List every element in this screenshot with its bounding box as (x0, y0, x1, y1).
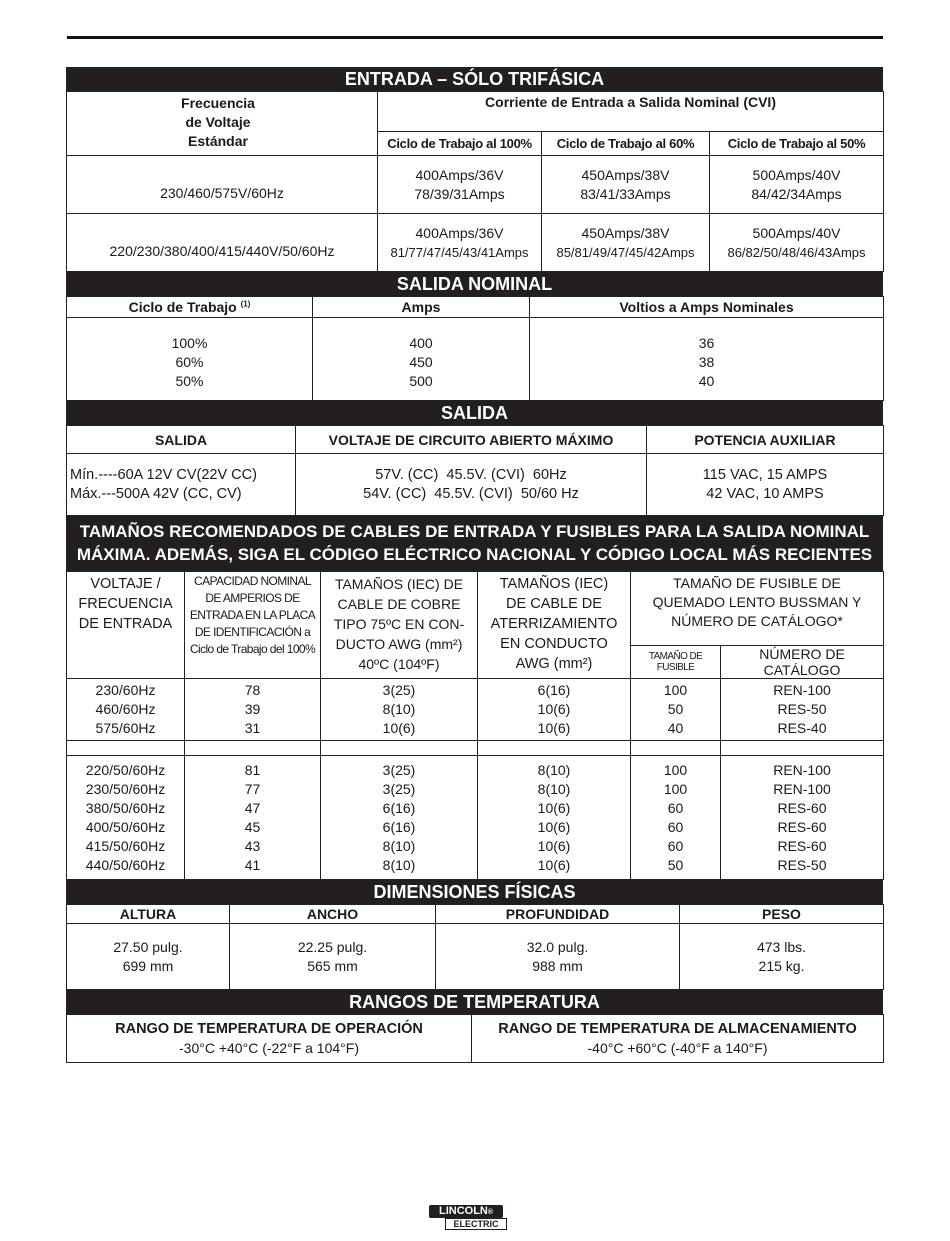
top-rule (67, 36, 883, 39)
storage-temp-header: RANGO DE TEMPERATURA DE ALMACENAMIENTO (498, 1020, 857, 1037)
group2-voltages: 220/50/60Hz 230/50/60Hz 380/50/60Hz 400/50/60Hz 415/50/60Hz 440/50/60Hz (67, 756, 185, 880)
aux-power-header: POTENCIA AUXILIAR (647, 426, 884, 454)
width-value: 22.25 pulg. 565 mm (230, 924, 436, 990)
rated-amps-header: CAPACIDAD NOMINAL DE AMPERIOS DE ENTRADA EN LA PLACA DE IDENTIFICACIÓN a Ciclo de Trabajo del 100% (185, 572, 321, 679)
group2-catalog: REN-100 REN-100 RES-60 RES-60 RES-60 RES-50 (721, 756, 884, 880)
group1-fuse-size: 100 50 40 (631, 679, 721, 741)
cvi-header: Corriente de Entrada a Salida Nominal (CVI) (378, 92, 884, 132)
row1-50-a: 500Amps/40V (752, 166, 841, 183)
voltage-row-2: 220/230/380/400/415/440V/50/60Hz (67, 214, 378, 272)
salida-nominal-table (66, 296, 884, 401)
lincoln-electric-logo: LINCOLN® ELECTRIC (429, 1205, 509, 1231)
group1-amps: 78 39 31 (185, 679, 321, 741)
volts-values: 36 38 40 (530, 318, 884, 401)
volts-header: Voltios a Amps Nominales (530, 297, 884, 318)
row2-50-b: 86/82/50/48/46/43Amps (727, 244, 866, 260)
group2-ground: 8(10) 8(10) 10(6) 10(6) 10(6) 10(6) (478, 756, 631, 880)
height-value: 27.50 pulg. 699 mm (67, 924, 230, 990)
dimensiones-table (66, 904, 884, 990)
row2-50-a: 500Amps/40V (752, 224, 841, 241)
copper-cable-header: TAMAÑOS (IEC) DE CABLE DE COBRE TIPO 75ºC EN CON- DUCTO AWG (mm²) 40ºC (104ºF) (321, 572, 478, 679)
section-title-cables: TAMAÑOS RECOMENDADOS DE CABLES DE ENTRADA Y FUSIBLES PARA LA SALIDA NOMINAL MÁXIMA. ADEMÁS, SIGA EL CÓDIGO ELÉCTRICO NACIONAL Y CÓDIGO LOCAL MÁS RECIENTES (66, 516, 883, 571)
cables-table (66, 571, 884, 880)
group1-copper: 3(25) 8(10) 10(6) (321, 679, 478, 741)
row2-100-a: 400Amps/36V (415, 224, 504, 241)
fuse-size-header: TAMAÑO DE FUSIBLE (631, 646, 721, 679)
duty-50-header: Ciclo de Trabajo al 50% (710, 132, 884, 156)
footnote-marker: (1) (240, 299, 251, 309)
voltage-row-1: 230/460/575V/60Hz (67, 156, 378, 214)
group2-fuse-size: 100 100 60 60 60 50 (631, 756, 721, 880)
group2-copper: 3(25) 3(25) 6(16) 6(16) 8(10) 8(10) (321, 756, 478, 880)
group1-catalog: REN-100 RES-50 RES-40 (721, 679, 884, 741)
section-title-temperatura: RANGOS DE TEMPERATURA (66, 990, 883, 1014)
group1-voltages: 230/60Hz 460/60Hz 575/60Hz (67, 679, 185, 741)
amps-values: 400 450 500 (313, 318, 530, 401)
row2-100-b: 81/77/47/45/43/41Amps (390, 244, 529, 260)
height-header: ALTURA (67, 905, 230, 924)
duty-60-header: Ciclo de Trabajo al 60% (542, 132, 710, 156)
row1-60-b: 83/41/33Amps (580, 185, 671, 202)
catalog-number-header: NÚMERO DE CATÁLOGO (721, 646, 884, 679)
cable-voltage-header: VOLTAJE / FRECUENCIA DE ENTRADA (67, 572, 185, 679)
section-title-salida: SALIDA (66, 401, 883, 425)
weight-value: 473 lbs. 215 kg. (680, 924, 884, 990)
depth-header: PROFUNDIDAD (436, 905, 680, 924)
section-title-salida-nominal: SALIDA NOMINAL (66, 272, 883, 296)
row1-100-a: 400Amps/36V (415, 166, 504, 183)
entrada-table (66, 91, 884, 272)
group1-ground: 6(16) 10(6) 10(6) (478, 679, 631, 741)
storage-temp-value: -40°C +60°C (-40°F a 140°F) (587, 1039, 768, 1056)
group2-amps: 81 77 47 45 43 41 (185, 756, 321, 880)
depth-value: 32.0 pulg. 988 mm (436, 924, 680, 990)
salida-values: Mín.----60A 12V CV(22V CC) Máx.---500A 42V (CC, CV) (67, 454, 296, 516)
row1-50-b: 84/42/34Amps (751, 185, 842, 202)
duty-cycle-header: Ciclo de Trabajo (128, 299, 237, 315)
width-header: ANCHO (230, 905, 436, 924)
row2-60-b: 85/81/49/47/45/42Amps (556, 244, 695, 260)
salida-header: SALIDA (67, 426, 296, 454)
row2-60-a: 450Amps/38V (581, 224, 670, 241)
ocv-header: VOLTAJE DE CIRCUITO ABIERTO MÁXIMO (296, 426, 647, 454)
section-title-entrada: ENTRADA – SÓLO TRIFÁSICA (66, 67, 883, 91)
aux-power-values: 115 VAC, 15 AMPS 42 VAC, 10 AMPS (647, 454, 884, 516)
temperatura-table (66, 1014, 884, 1063)
weight-header: PESO (680, 905, 884, 924)
operating-temp-value: -30°C +40°C (-22°F a 104°F) (179, 1039, 359, 1056)
fuse-header: TAMAÑO DE FUSIBLE DE QUEMADO LENTO BUSSMAN Y NÚMERO DE CATÁLOGO* (631, 572, 884, 646)
section-title-dimensiones: DIMENSIONES FÍSICAS (66, 880, 883, 904)
salida-table (66, 425, 884, 516)
specs-document (66, 67, 883, 1063)
row1-100-b: 78/39/31Amps (414, 185, 505, 202)
operating-temp-header: RANGO DE TEMPERATURA DE OPERACIÓN (115, 1020, 423, 1037)
duty-values: 100% 60% 50% (67, 318, 313, 401)
voltage-frequency-header: Frecuencia de Voltaje Estándar (67, 92, 378, 156)
amps-header: Amps (313, 297, 530, 318)
ground-cable-header: TAMAÑOS (IEC) DE CABLE DE ATERRIZAMIENTO EN CONDUCTO AWG (mm²) (478, 572, 631, 679)
duty-100-header: Ciclo de Trabajo al 100% (378, 132, 542, 156)
ocv-values: 57V. (CC) 45.5V. (CVI) 60Hz 54V. (CC) 45.5V. (CVI) 50/60 Hz (296, 454, 647, 516)
row1-60-a: 450Amps/38V (581, 166, 670, 183)
